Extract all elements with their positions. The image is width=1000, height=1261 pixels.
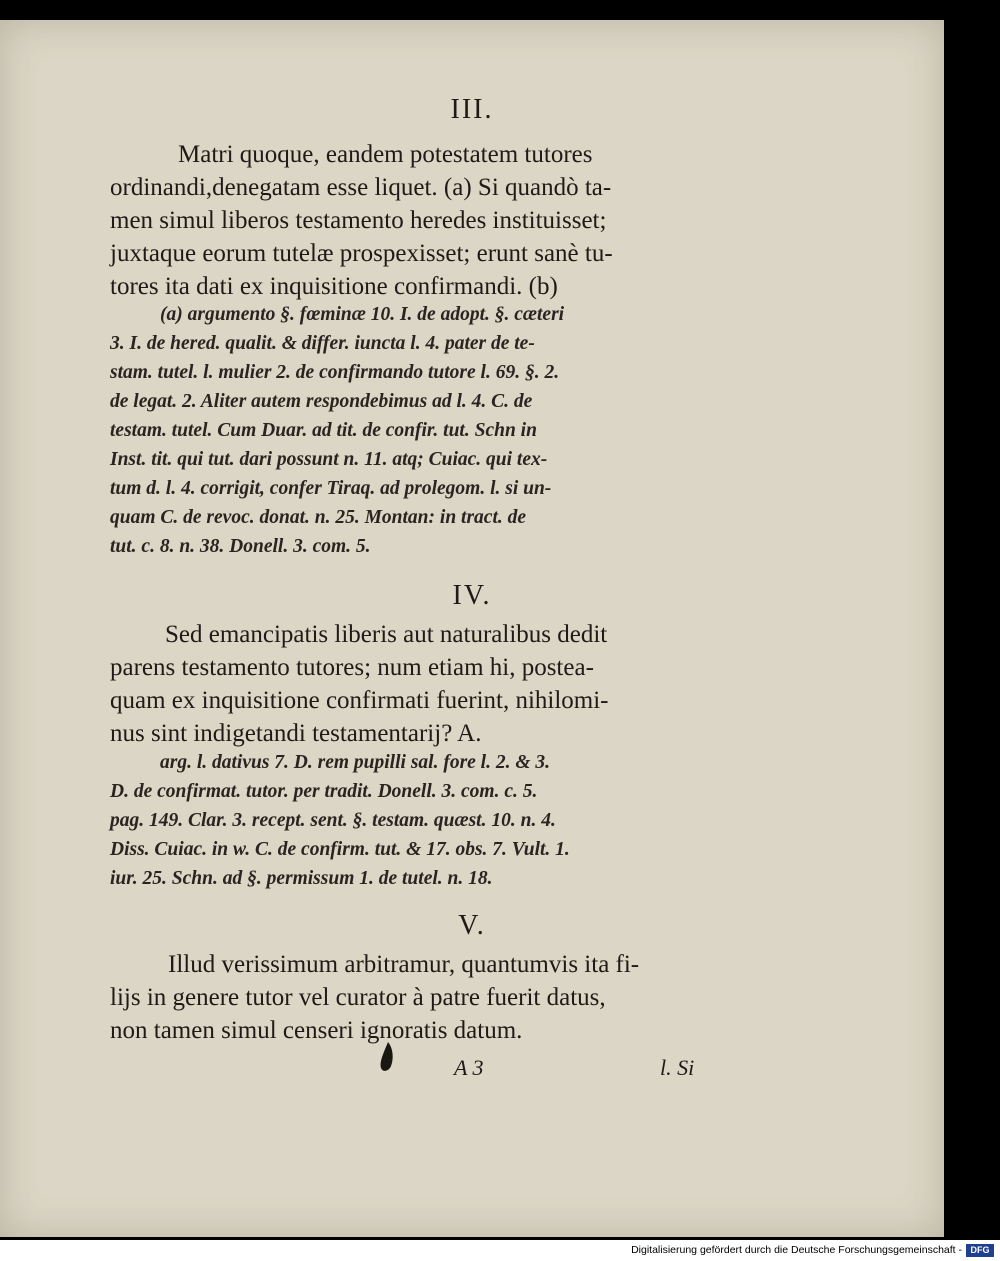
digitization-credit-bar <box>0 1240 1000 1261</box>
text-line: men simul liberos testamento heredes instituisset; <box>110 207 607 234</box>
footnote-line: 3. I. de hered. qualit. & differ. iuncta l. 4. pater de te- <box>110 333 535 354</box>
book-page <box>0 20 944 1237</box>
text-line: nus sint indigetandi testamentarij? A. <box>110 720 482 747</box>
footnote-line: Diss. Cuiac. in w. C. de confirm. tut. & 17. obs. 7. Vult. 1. <box>110 839 570 860</box>
credit-text: Digitalisierung gefördert durch die Deutsche Forschungsgemeinschaft - <box>631 1244 962 1256</box>
footnote-line: pag. 149. Clar. 3. recept. sent. §. testam. quæst. 10. n. 4. <box>110 810 556 831</box>
footnote-line: testam. tutel. Cum Duar. ad tit. de confir. tut. Schn in <box>110 420 537 441</box>
text-line: tores ita dati ex inquisitione confirmandi. (b) <box>110 273 558 300</box>
dfg-logo-icon: DFG <box>966 1244 994 1257</box>
ink-blot-mark <box>378 1040 398 1074</box>
text-line: quam ex inquisitione confirmati fuerint, nihilomi- <box>110 687 609 714</box>
text-line: ordinandi,denegatam esse liquet. (a) Si quandò ta- <box>110 174 612 201</box>
footnote-line: iur. 25. Schn. ad §. permissum 1. de tutel. n. 18. <box>110 868 493 889</box>
signature-mark: A 3 <box>454 1055 484 1080</box>
footnote-line: quam C. de revoc. donat. n. 25. Montan: in tract. de <box>110 507 527 528</box>
scan-border <box>944 0 1000 1240</box>
footnote-line: tum d. l. 4. corrigit, confer Tiraq. ad prolegom. l. si un- <box>110 478 552 499</box>
text-line: Matri quoque, eandem potestatem tutores <box>178 141 593 168</box>
footnote-line: de legat. 2. Aliter autem respondebimus ad l. 4. C. de <box>110 391 533 412</box>
text-line: juxtaque eorum tutelæ prospexisset; erunt sanè tu- <box>110 240 613 267</box>
footnote-line: Inst. tit. qui tut. dari possunt n. 11. atq; Cuiac. qui tex- <box>110 449 548 470</box>
text-line: parens testamento tutores; num etiam hi, postea- <box>110 654 594 681</box>
section-heading-3: III. <box>450 94 494 125</box>
section-heading-5: V. <box>458 910 486 941</box>
section-heading-4: IV. <box>452 580 492 611</box>
text-line: Sed emancipatis liberis aut naturalibus dedit <box>165 621 608 648</box>
footnote-line: stam. tutel. l. mulier 2. de confirmando tutore l. 69. §. 2. <box>110 362 560 383</box>
catchword: l. Si <box>660 1055 695 1080</box>
footnote-line: tut. c. 8. n. 38. Donell. 3. com. 5. <box>110 536 371 557</box>
text-line: lijs in genere tutor vel curator à patre fuerit datus, <box>110 984 606 1011</box>
footnote-line: D. de confirmat. tutor. per tradit. Donell. 3. com. c. 5. <box>110 781 538 802</box>
text-line: Illud verissimum arbitramur, quantumvis ita fi- <box>168 951 640 978</box>
footnote-line: (a) argumento §. fœminæ 10. I. de adopt. §. cæteri <box>160 304 565 325</box>
text-line: non tamen simul censeri ignoratis datum. <box>110 1017 523 1044</box>
footnote-line: arg. l. dativus 7. D. rem pupilli sal. fore l. 2. & 3. <box>160 752 551 773</box>
